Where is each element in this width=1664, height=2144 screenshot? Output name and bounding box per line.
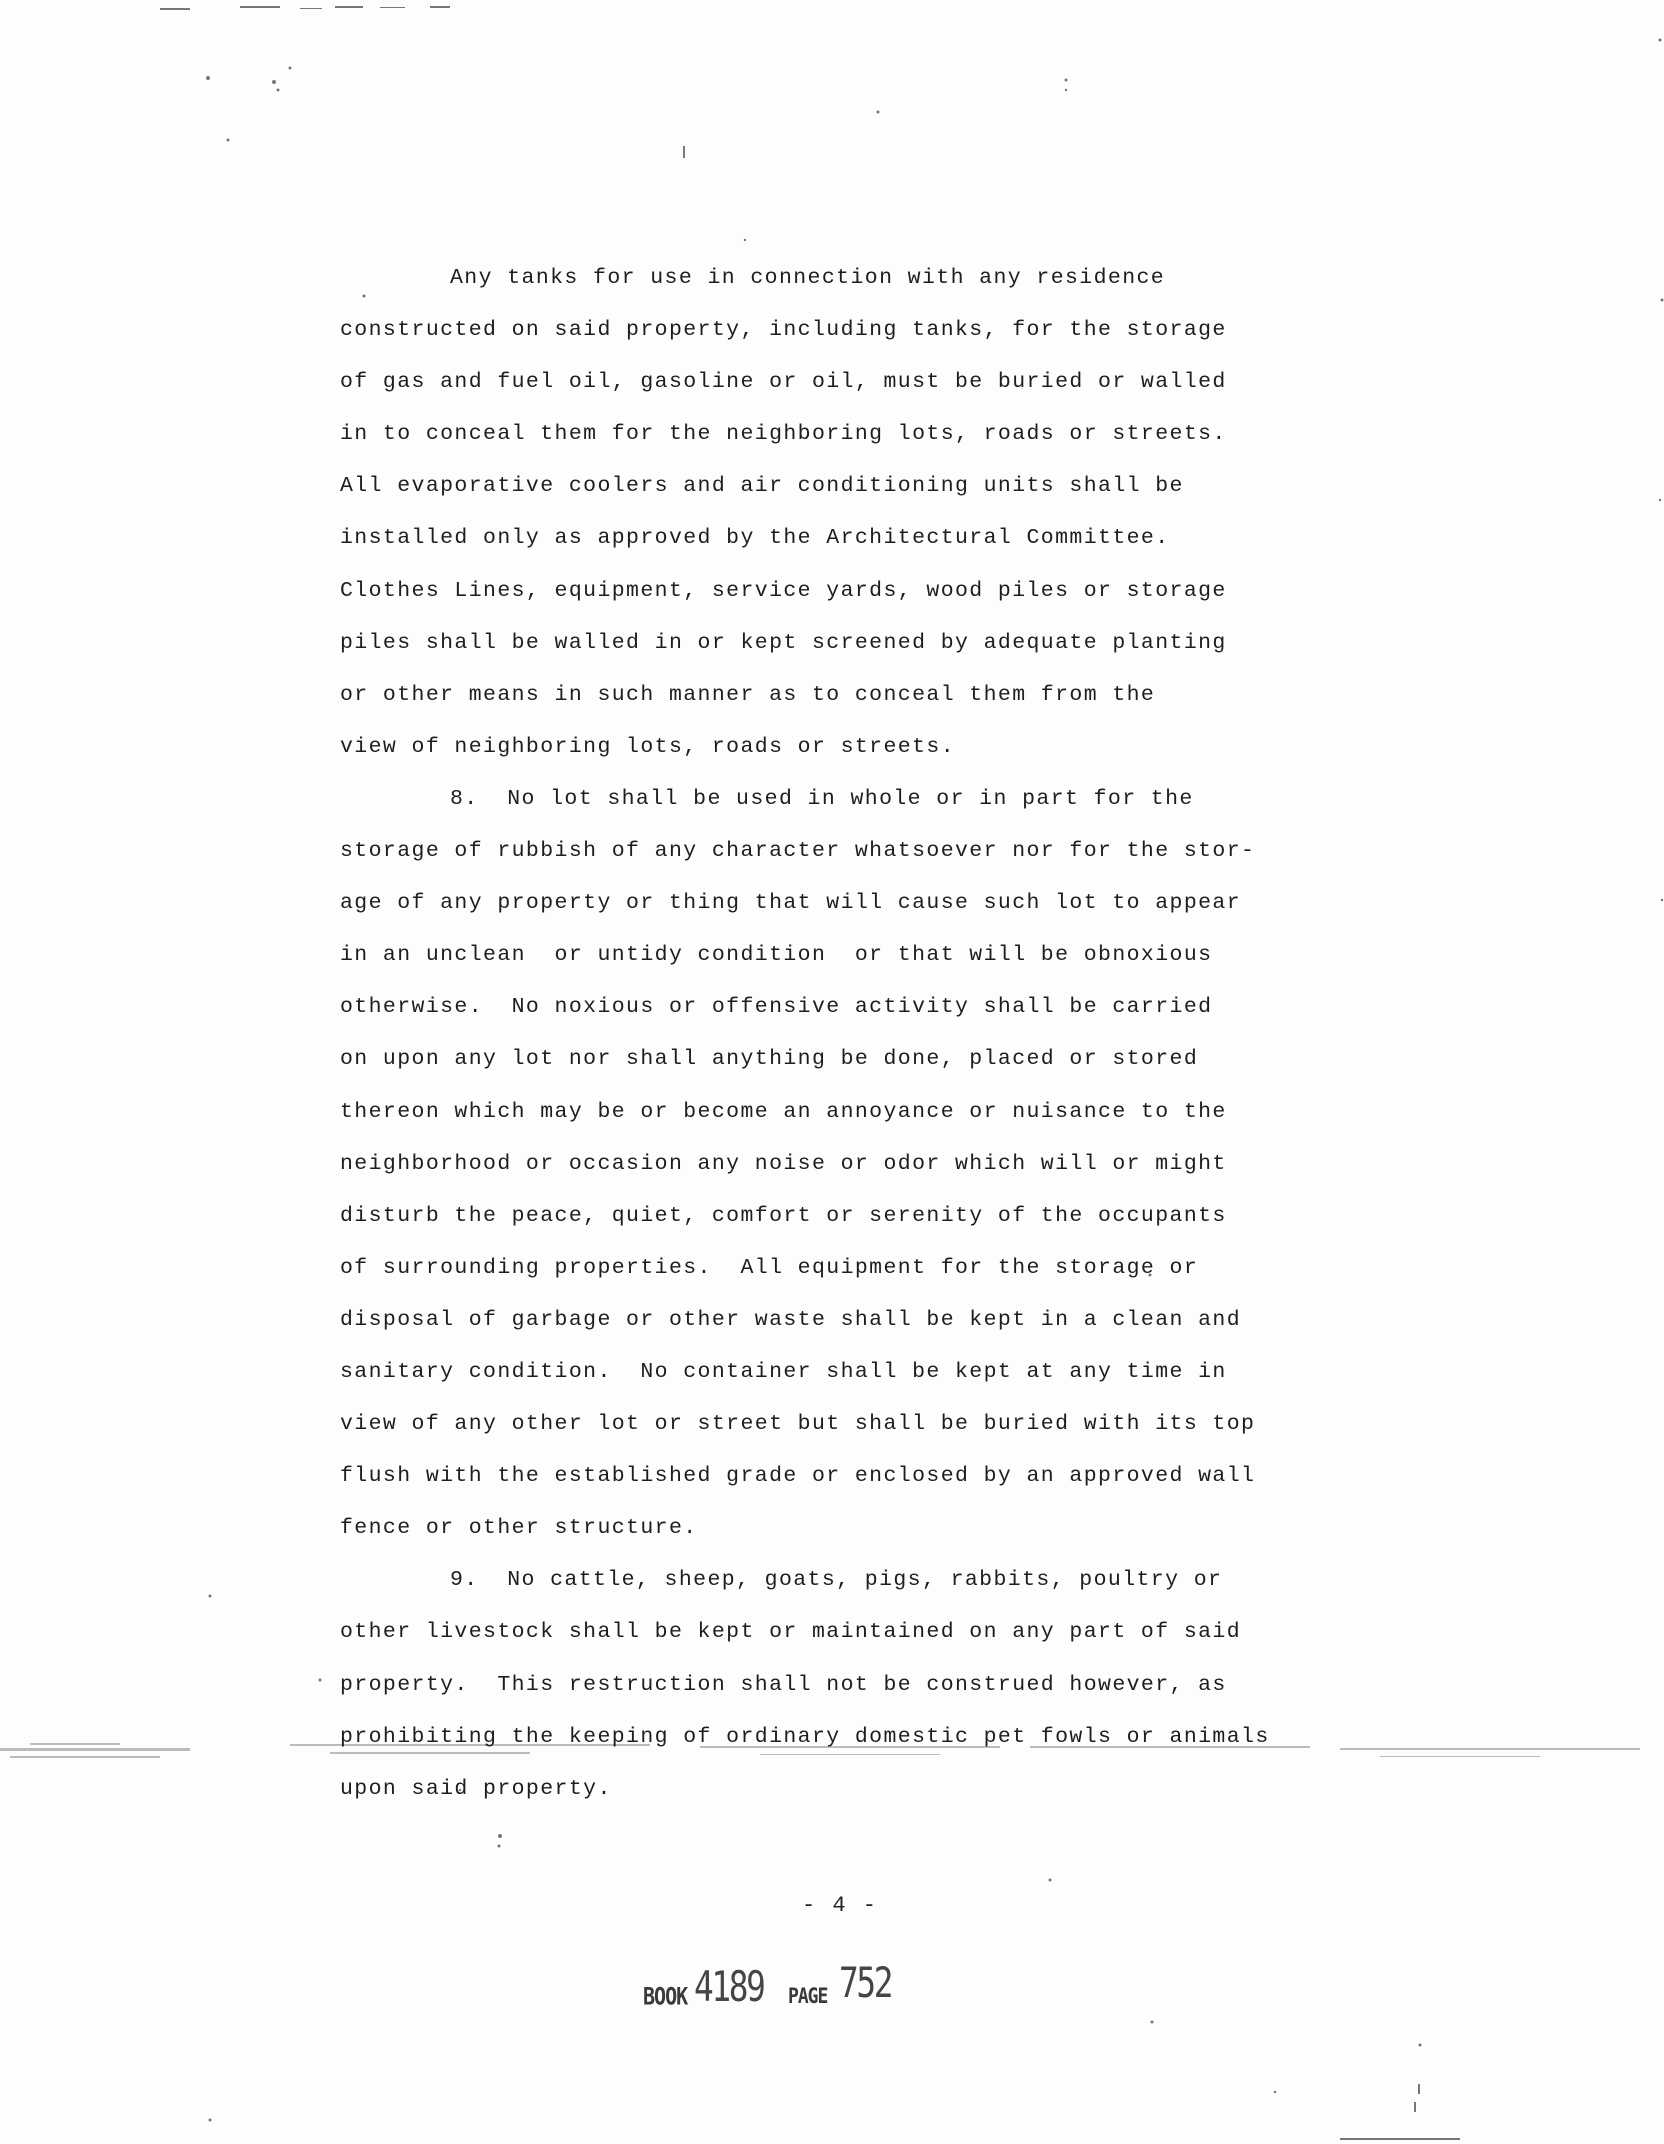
page-number: - 4 - <box>801 1893 878 1918</box>
text-line: disturb the peace, quiet, comfort or serenity of the occupants <box>340 1203 1227 1228</box>
text-line: or other means in such manner as to conceal them from the <box>340 682 1156 707</box>
text-line: sanitary condition. No container shall be kept at any time in <box>340 1359 1227 1384</box>
text-line: Any tanks for use in connection with any residence <box>450 266 1166 290</box>
text-line: in to conceal them for the neighboring lots, roads or streets. <box>340 422 1227 447</box>
text-line: otherwise. No noxious or offensive activity shall be carried <box>340 995 1213 1020</box>
text-line: property. This restruction shall not be construed however, as <box>340 1672 1227 1697</box>
stamp-book-number: 4189 <box>694 1962 764 2011</box>
text-line: piles shall be walled in or kept screened by adequate planting <box>340 630 1227 655</box>
text-line: storage of rubbish of any character whatsoever nor for the stor- <box>340 839 1256 864</box>
text-line: on upon any lot nor shall anything be done, placed or stored <box>340 1047 1199 1072</box>
text-line: prohibiting the keeping of ordinary domestic pet fowls or animals <box>340 1724 1270 1749</box>
text-line: disposal of garbage or other waste shall be kept in a clean and <box>340 1307 1242 1332</box>
stamp-page-number: 752 <box>839 1958 892 2007</box>
text-line: constructed on said property, including tanks, for the storage <box>340 318 1227 343</box>
text-line: upon said property. <box>340 1776 612 1801</box>
stamp-book-label: BOOK <box>643 1981 688 2011</box>
paragraph-9-start: 9. No cattle, sheep, goats, pigs, rabbits, poultry or <box>450 1568 1223 1593</box>
text-line: age of any property or thing that will cause such lot to appear <box>340 891 1242 916</box>
text-line: fence or other structure. <box>340 1516 698 1541</box>
paragraph-8-start: 8. No lot shall be used in whole or in part for the <box>450 786 1194 811</box>
text-line: of surrounding properties. All equipment for the storage or <box>340 1255 1199 1280</box>
text-line: installed only as approved by the Architectural Committee. <box>340 526 1170 551</box>
document-body <box>340 252 1360 1815</box>
text-line: thereon which may be or become an annoyance or nuisance to the <box>340 1099 1227 1124</box>
text-line: Clothes Lines, equipment, service yards, wood piles or storage <box>340 578 1227 603</box>
text-line: view of neighboring lots, roads or streets. <box>340 734 955 759</box>
text-line: in an unclean or untidy condition or that will be obnoxious <box>340 943 1213 968</box>
text-line: view of any other lot or street but shall be buried with its top <box>340 1412 1256 1437</box>
text-line: of gas and fuel oil, gasoline or oil, must be buried or walled <box>340 370 1227 395</box>
stamp-page-label: PAGE <box>788 1983 828 2010</box>
text-line: other livestock shall be kept or maintained on any part of said <box>340 1620 1242 1645</box>
text-line: neighborhood or occasion any noise or odor which will or might <box>340 1151 1227 1176</box>
text-line: All evaporative coolers and air conditioning units shall be <box>340 474 1184 499</box>
recording-stamp <box>640 1958 940 2022</box>
text-line: flush with the established grade or enclosed by an approved wall <box>340 1464 1256 1489</box>
